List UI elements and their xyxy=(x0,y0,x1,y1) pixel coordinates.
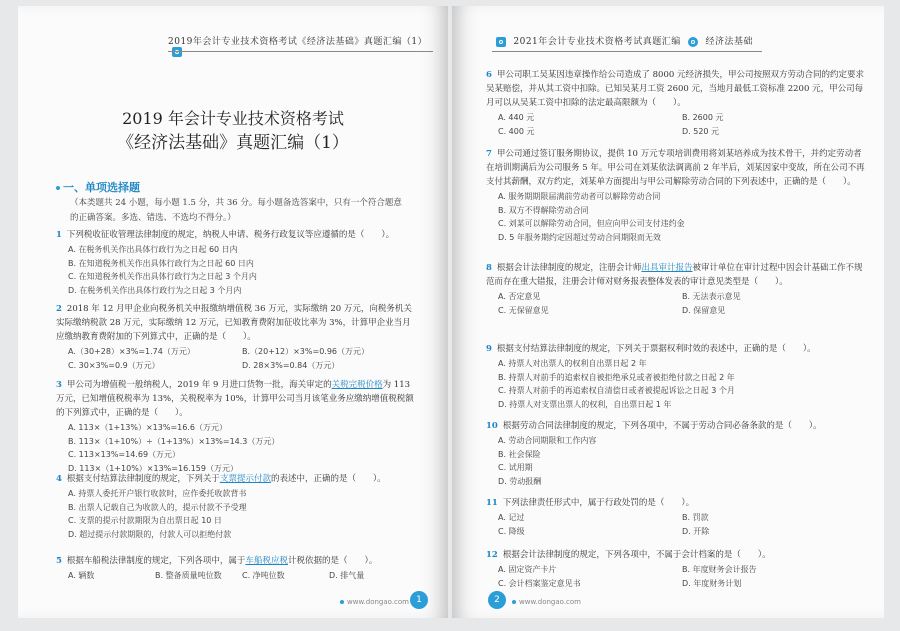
option[interactable]: A. 持票人委托开户银行收款时，应作委托收款背书 xyxy=(68,489,247,498)
question-1: 1 下列税收征收管理法律制度的规定，纳税人申请、税务行政复议等应遵循的是（ ）。 A. 在税务机关作出具体行政行为之日起 60 日内 B. 在知道税务机关作出具体行政行为之日起 60 日内 C. 在知道税务机关作出具体行政行为之日起 3 个月内 D. 在税务机关作出具体行政行为之日起 3 个月内 xyxy=(56,228,416,297)
option[interactable]: D. 持票人对支票出票人的权利，自出票日起 1 年 xyxy=(498,399,672,409)
option[interactable]: D. 劳动报酬 xyxy=(498,476,542,486)
question-7: 7 甲公司通过签订服务期协议，提供 10 万元专项培训费用将刘某培养成为技术骨干，并约定劳动者在培训期满后为公司服务 5 年。甲公司在刘某依法调离前 2 年半后，刘某因家中变故，所在公司不再支付其薪酬，双方约定，刘某单方面提出与甲公司解除劳动合同的下列表述中，正确的是（ ）。 A. 服务期期限届满前劳动者可以解除劳动合同 B. 双方不得解除劳动合同 C. 刘某可以解除劳动合同，但应向甲公司支付违约金 D. 5 年服务期约定因超过劳动合同期限而无效 xyxy=(486,147,866,244)
header-rule xyxy=(168,51,433,52)
option[interactable]: A. 辆数 xyxy=(68,571,95,580)
option[interactable]: C. 试用期 xyxy=(498,463,533,472)
option[interactable]: A. 113×（1+13%）×13%=16.6（万元） xyxy=(68,423,227,432)
option[interactable]: D. 28×3%=0.84（万元） xyxy=(242,360,340,370)
document-title-line1: 2019 年会计专业技术资格考试 xyxy=(122,109,344,128)
document-title-line2: 《经济法基础》真题汇编（1） xyxy=(117,133,349,153)
option[interactable]: D. 年度财务计划 xyxy=(682,578,742,588)
option[interactable]: B. 双方不得解除劳动合同 xyxy=(498,205,589,215)
option[interactable]: C. 会计档案鉴定意见书 xyxy=(498,578,581,588)
option[interactable]: C. 30×3%=0.9（万元） xyxy=(68,360,160,370)
option[interactable]: B. 年度财务会计报告 xyxy=(682,565,757,574)
option[interactable]: A.（30+28）×3%=1.74（万元） xyxy=(68,347,195,356)
option[interactable]: B. 出票人记载自己为收款人的，提示付款不予受理 xyxy=(68,502,247,512)
highlight-term: 出具审计报告 xyxy=(641,263,693,273)
question-4: 4 根据支付结算法律制度的规定，下列关于支票提示付款的表述中，正确的是（ ）。 A. 持票人委托开户银行收款时，应作委托收款背书 B. 出票人记载自己为收款人的，提示付款不予受理 C. 支票的提示付款期限为自出票日起 10 日 D. 超过提示付款期限的，付款人可以拒绝付款 xyxy=(56,472,416,541)
option[interactable]: C. 持票人对前手的再追索权自清偿日或者被提起诉讼之日起 3 个月 xyxy=(498,386,735,395)
option[interactable]: D. 520 元 xyxy=(682,126,720,136)
footer-url: www.dongao.com xyxy=(512,598,581,606)
option[interactable]: C. 无保留意见 xyxy=(498,305,549,315)
header-rule xyxy=(492,51,762,52)
option[interactable]: C. 113×13%=14.69（万元） xyxy=(68,450,181,459)
circle-icon xyxy=(688,37,698,47)
option[interactable]: B. 罚款 xyxy=(682,513,709,522)
option[interactable]: A. 固定资产卡片 xyxy=(498,565,557,574)
section-title: 一、单项选择题 xyxy=(56,179,140,195)
section-instructions: （本类题共 24 小题，每小题 1.5 分，共 36 分。每小题备选答案中，只有一个符合题意的正确答案。多选、错选、不选均不得分。） xyxy=(70,198,402,223)
option[interactable]: C. 400 元 xyxy=(498,126,535,136)
option[interactable]: A. 劳动合同期限和工作内容 xyxy=(498,436,597,445)
option[interactable]: C. 降级 xyxy=(498,526,525,536)
option[interactable]: D. 在税务机关作出具体行政行为之日起 3 个月内 xyxy=(68,285,242,295)
question-10: 10 根据劳动合同法律制度的规定，下列各项中，不属于劳动合同必备条款的是（ ）。 A. 劳动合同期限和工作内容 B. 社会保险 C. 试用期 D. 劳动报酬 xyxy=(486,419,866,488)
footer-url: www.dongao.com xyxy=(340,598,409,606)
option[interactable]: A. 记过 xyxy=(498,513,525,522)
option[interactable]: D. 超过提示付款期限的，付款人可以拒绝付款 xyxy=(68,529,232,539)
option[interactable]: B. 整备质量吨位数 xyxy=(155,571,222,580)
running-head-left xyxy=(168,34,448,58)
option[interactable]: B.（20+12）×3%=0.96（万元） xyxy=(242,347,370,356)
option[interactable]: B. 持票人对前手的追索权自被拒绝承兑或者被拒绝付款之日起 2 年 xyxy=(498,372,735,382)
option[interactable]: D. 排气量 xyxy=(329,571,365,580)
question-8: 8 根据会计法律制度的规定，注册会计师出具审计报告被审计单位在审计过程中因会计基础工作不规范而存在重大错报，注册会计师对财务报表整体发表的审计意见类型是（ ）。 A. 否定意见 B. 无法表示意见 C. 无保留意见 D. 保留意见 xyxy=(486,261,866,317)
option[interactable]: A. 在税务机关作出具体行政行为之日起 60 日内 xyxy=(68,245,238,254)
option[interactable]: B. 113×（1+10%）÷（1+13%）×13%=14.3（万元） xyxy=(68,436,280,446)
section-dot-icon xyxy=(56,186,60,190)
left-page xyxy=(18,6,448,618)
question-11: 11 下列法律责任形式中，属于行政处罚的是（ ）。 A. 记过 B. 罚款 C. 降级 D. 开除 xyxy=(486,496,866,538)
page-number: 1 xyxy=(410,591,428,609)
option[interactable]: D. 开除 xyxy=(682,526,710,536)
footer-dot-icon xyxy=(340,600,344,604)
option[interactable]: A. 服务期期限届满前劳动者可以解除劳动合同 xyxy=(498,192,661,201)
option[interactable]: A. 持票人对出票人的权利自出票日起 2 年 xyxy=(498,359,647,368)
option[interactable]: B. 社会保险 xyxy=(498,449,541,459)
option[interactable]: B. 在知道税务机关作出具体行政行为之日起 60 日内 xyxy=(68,258,254,268)
question-2: 2 2018 年 12 月甲企业向税务机关申报缴纳增值税 36 万元，实际缴纳 20 万元，向税务机关实际缴纳税款 28 万元，实际缴纳 12 万元，已知教育费附加征收比率为 3%，计算甲企业当月应缴纳教育费附加的下列算式中，正确的是（ ）。 A.（30+28）×3%=1.74（万元） B.（20+12）×3%=0.96（万元） C. 30×3%=0.9（万元） D. 28×3%=0.84（万元） xyxy=(56,302,416,372)
page-number: 2 xyxy=(488,591,506,609)
question-6: 6 甲公司职工吴某因违章操作给公司造成了 8000 元经济损失，甲公司按照双方劳动合同的约定要求吴某赔偿，并从其工资中扣除。已知吴某月工资 2600 元，当地月最低工资标准 2200 元，甲公司每月可以从吴某工资中扣除的法定最高限额为（ ）。 A. 440 元 B. 2600 元 C. 400 元 D. 520 元 xyxy=(486,68,866,138)
running-head-right xyxy=(492,34,753,47)
question-9: 9 根据支付结算法律制度的规定，下列关于票据权利时效的表述中，正确的是（ ）。 A. 持票人对出票人的权利自出票日起 2 年 B. 持票人对前手的追索权自被拒绝承兑或者被拒绝付款之日起 2 年 C. 持票人对前手的再追索权自清偿日或者被提起诉讼之日起 3 个月 D. 持票人对支票出票人的权利，自出票日起 1 年 xyxy=(486,342,866,411)
right-page xyxy=(452,6,884,618)
option[interactable]: D. 保留意见 xyxy=(682,305,726,315)
option[interactable]: C. 净吨位数 xyxy=(242,571,285,580)
question-3: 3 甲公司为增值税一般纳税人，2019 年 9 月进口货物一批，海关审定的关税完税价格为 113 万元，已知增值税税率为 13%，关税税率为 10%，计算甲公司当月该笔业务应缴纳增值税税额的下列算式中，正确的是（ ）。 A. 113×（1+13%）×13%=16.6（万元） B. 113×（1+10%）÷（1+13%）×13%=14.3（万元） C. 113×13%=14.69（万元） D. 113×（1+10%）×13%=16.159（万元） xyxy=(56,378,416,475)
running-head-text: 2021年会计专业技术资格考试真题汇编 xyxy=(513,37,681,47)
option[interactable]: C. 在知道税务机关作出具体行政行为之日起 3 个月内 xyxy=(68,272,257,281)
highlight-term: 车船税应税 xyxy=(245,556,288,566)
option[interactable]: A. 440 元 xyxy=(498,113,535,122)
option[interactable]: C. 刘某可以解除劳动合同，但应向甲公司支付违约金 xyxy=(498,219,685,228)
option[interactable]: C. 支票的提示付款期限为自出票日起 10 日 xyxy=(68,516,222,525)
highlight-term: 关税完税价格 xyxy=(331,380,383,390)
book-icon xyxy=(496,37,506,47)
book-icon xyxy=(172,47,182,57)
question-5: 5 根据车船税法律制度的规定，下列各项中，属于车船税应税计税依据的是（ ）。 A. 辆数 B. 整备质量吨位数 C. 净吨位数 D. 排气量 xyxy=(56,554,416,583)
question-12: 12 根据会计法律制度的规定，下列各项中，不属于会计档案的是（ ）。 A. 固定资产卡片 B. 年度财务会计报告 C. 会计档案鉴定意见书 D. 年度财务计划 xyxy=(486,548,866,590)
option[interactable]: D. 113×（1+10%）×13%=16.159（万元） xyxy=(68,463,238,473)
option[interactable]: B. 2600 元 xyxy=(682,113,724,122)
footer-dot-icon xyxy=(512,600,516,604)
option[interactable]: B. 无法表示意见 xyxy=(682,292,741,301)
option[interactable]: D. 5 年服务期约定因超过劳动合同期限而无效 xyxy=(498,232,661,242)
running-head-text: 2019年会计专业技术资格考试《经济法基础》真题汇编（1） xyxy=(168,37,428,47)
option[interactable]: A. 否定意见 xyxy=(498,292,541,301)
highlight-term: 支票提示付款 xyxy=(219,474,271,484)
running-head-subject: 经济法基础 xyxy=(705,37,754,47)
